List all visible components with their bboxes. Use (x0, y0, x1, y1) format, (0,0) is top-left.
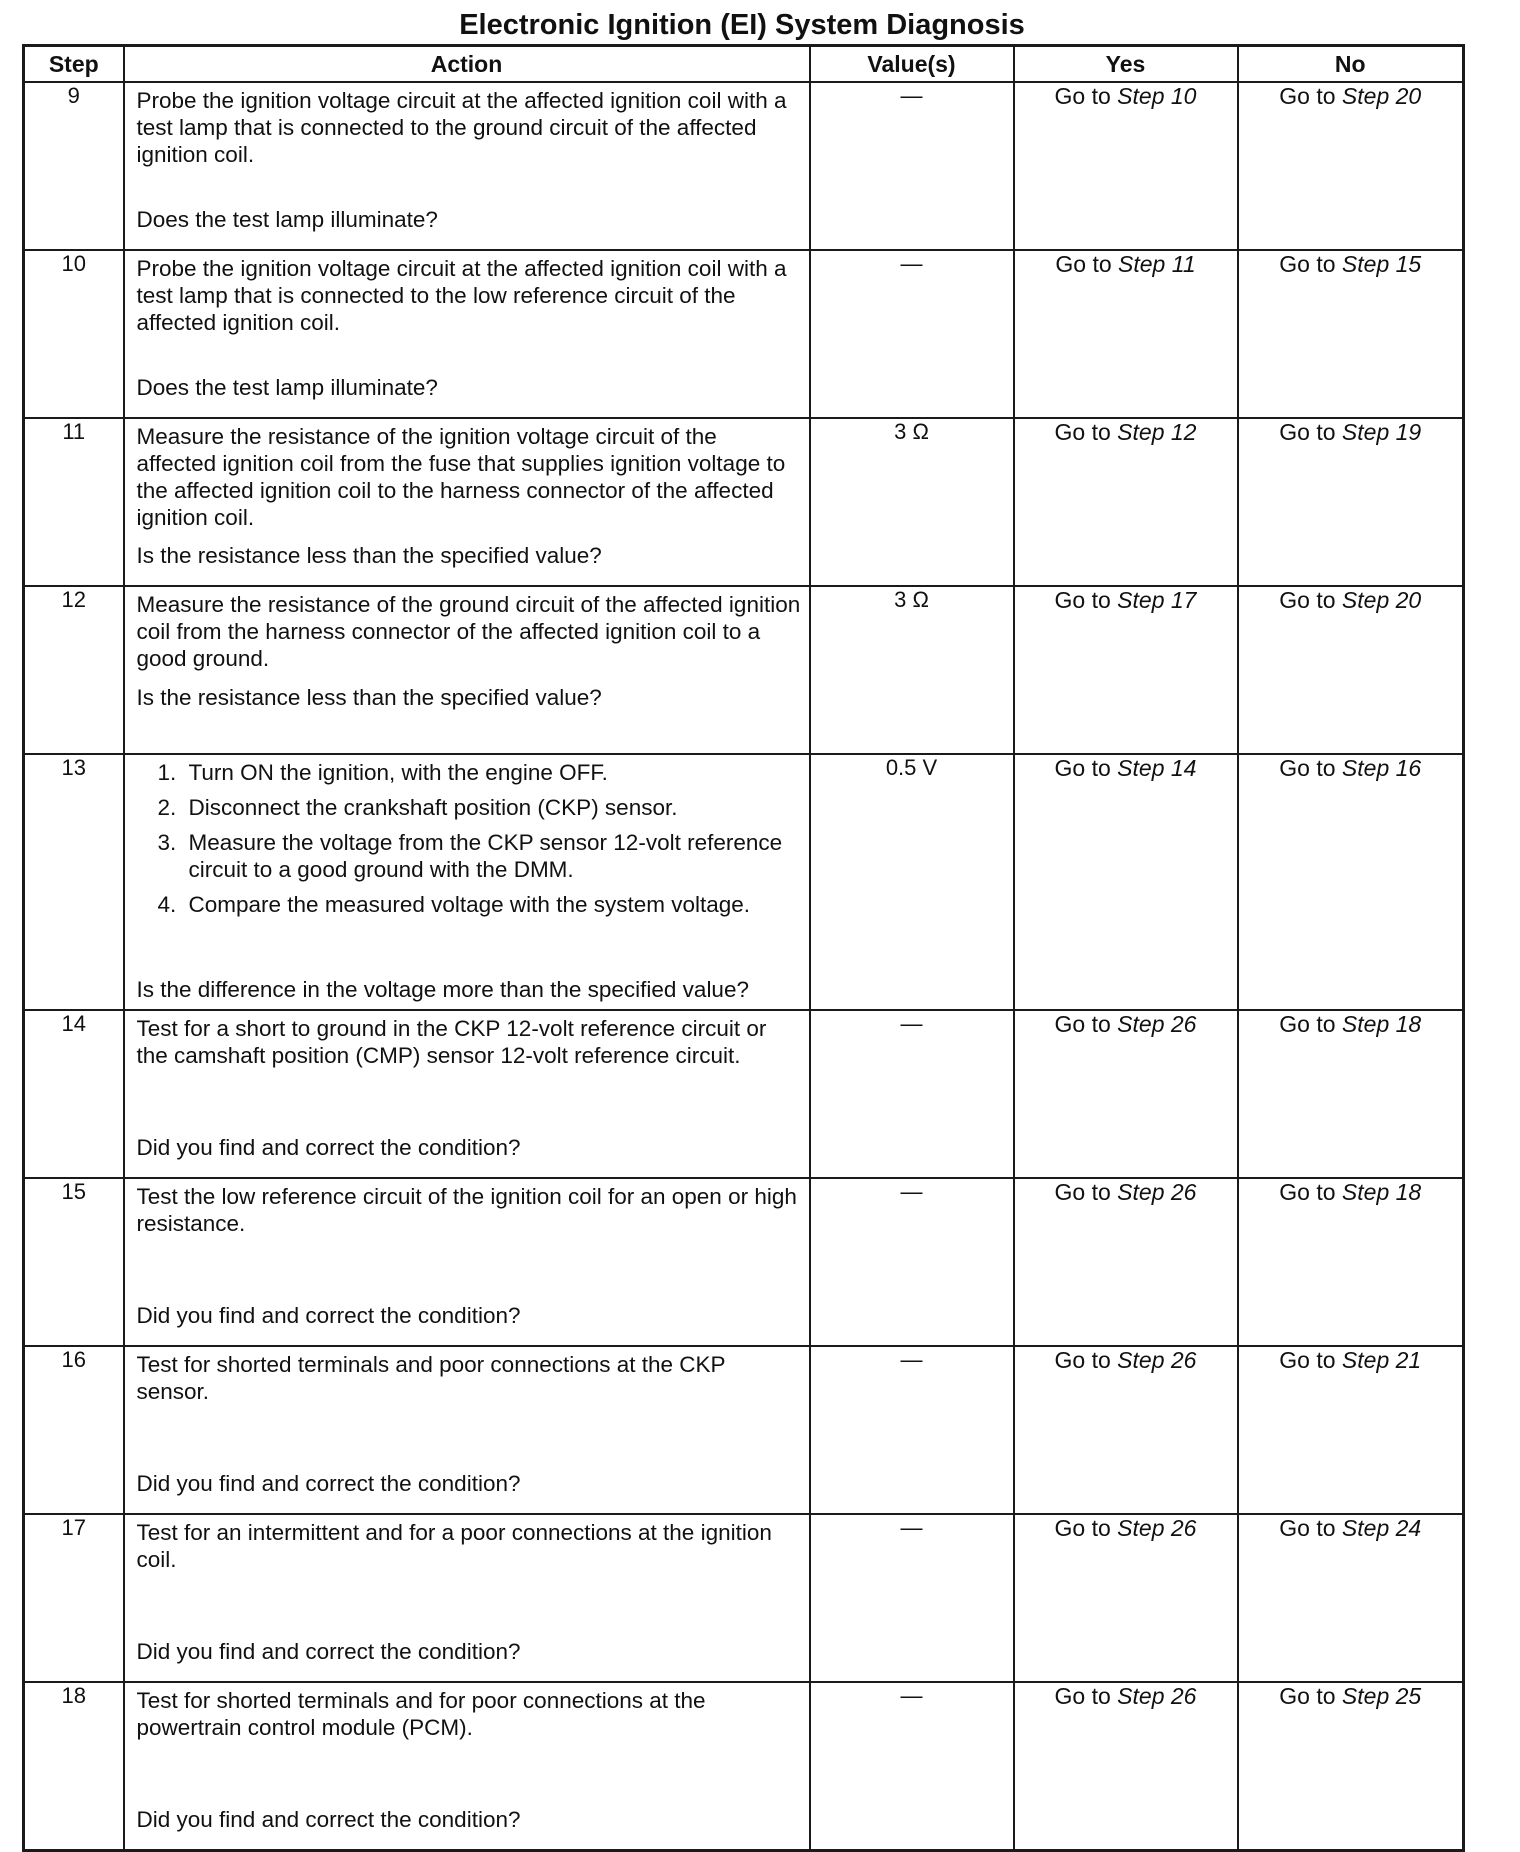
action-cell (124, 82, 810, 250)
goto-prefix: Go to (1279, 587, 1336, 613)
action-cell (124, 1682, 810, 1851)
yes-cell (1014, 754, 1238, 1010)
value-cell: — (810, 1178, 1014, 1346)
goto-prefix: Go to (1054, 755, 1111, 781)
action-cell (124, 1514, 810, 1682)
table-header-row (24, 46, 1464, 83)
no-cell (1238, 250, 1464, 418)
no-cell (1238, 1178, 1464, 1346)
yes-cell (1014, 1514, 1238, 1682)
action-instruction: Probe the ignition voltage circuit at the affected ignition coil with a test lamp that is connected to the low reference circuit of the affected ignition coil. (136, 256, 787, 335)
goto-prefix: Go to (1054, 587, 1111, 613)
substep: 2. Disconnect the crankshaft position (CKP) sensor. (183, 794, 801, 821)
goto-prefix: Go to (1279, 755, 1336, 781)
step-number: 10 (24, 250, 124, 418)
no-target-step[interactable]: Step 18 (1341, 1179, 1422, 1205)
yes-target-step[interactable]: Step 26 (1117, 1347, 1197, 1373)
value-cell: — (810, 250, 1014, 418)
action-cell (124, 1346, 810, 1514)
action-instruction: Measure the resistance of the ignition voltage circuit of the affected ignition coil from the fuse that supplies ignition voltage to the affected ignition coil to the harness connector of the affected ignition coil. (136, 424, 786, 530)
action-instruction: Probe the ignition voltage circuit at the affected ignition coil with a test lamp that is connected to the ground circuit of the affected ignition coil. (136, 88, 787, 167)
goto-prefix: Go to (1054, 1683, 1111, 1709)
table-row (24, 1514, 1464, 1682)
yes-cell (1014, 586, 1238, 754)
action-question: Did you find and correct the condition? (136, 1639, 521, 1664)
value-cell: 3 Ω (810, 418, 1014, 586)
no-target-step[interactable]: Step 25 (1341, 1683, 1422, 1709)
substep: 1. Turn ON the ignition, with the engine OFF. (183, 759, 801, 786)
goto-prefix: Go to (1054, 83, 1111, 109)
goto-prefix: Go to (1054, 1515, 1111, 1541)
diagnosis-table (22, 44, 1465, 1852)
action-question: Does the test lamp illuminate? (136, 375, 438, 400)
goto-prefix: Go to (1054, 1347, 1111, 1373)
goto-prefix: Go to (1279, 419, 1336, 445)
yes-target-step[interactable]: Step 10 (1117, 83, 1197, 109)
yes-target-step[interactable]: Step 26 (1117, 1011, 1197, 1037)
no-cell (1238, 418, 1464, 586)
header-no: No (1238, 46, 1464, 83)
no-target-step[interactable]: Step 21 (1341, 1347, 1422, 1373)
action-question: Did you find and correct the condition? (136, 1471, 521, 1496)
goto-prefix: Go to (1279, 1179, 1336, 1205)
no-target-step[interactable]: Step 16 (1341, 755, 1422, 781)
yes-target-step[interactable]: Step 26 (1117, 1683, 1197, 1709)
no-target-step[interactable]: Step 18 (1341, 1011, 1422, 1037)
step-number: 14 (24, 1010, 124, 1178)
table-row (24, 754, 1464, 1010)
no-target-step[interactable]: Step 20 (1341, 83, 1422, 109)
page-title: Electronic Ignition (EI) System Diagnosis (459, 9, 1025, 41)
action-cell (124, 418, 810, 586)
no-cell (1238, 1010, 1464, 1178)
action-cell (124, 586, 810, 754)
action-question: Did you find and correct the condition? (136, 1135, 521, 1160)
yes-cell (1014, 1346, 1238, 1514)
action-instruction: Test for shorted terminals and poor connections at the CKP sensor. (136, 1352, 726, 1404)
goto-prefix: Go to (1279, 1347, 1336, 1373)
substep: 4. Compare the measured voltage with the system voltage. (183, 891, 801, 918)
yes-target-step[interactable]: Step 14 (1117, 755, 1197, 781)
action-instruction: Test for a short to ground in the CKP 12-volt reference circuit or the camshaft position (CMP) sensor 12-volt reference circuit. (136, 1016, 767, 1068)
yes-cell (1014, 1178, 1238, 1346)
no-target-step[interactable]: Step 20 (1341, 587, 1422, 613)
goto-prefix: Go to (1279, 251, 1336, 277)
table-row (24, 1178, 1464, 1346)
yes-target-step[interactable]: Step 26 (1117, 1515, 1197, 1541)
step-number: 13 (24, 754, 124, 1010)
no-cell (1238, 1682, 1464, 1851)
no-cell (1238, 1346, 1464, 1514)
action-substeps (137, 759, 801, 918)
table-row (24, 1682, 1464, 1851)
goto-prefix: Go to (1279, 1011, 1336, 1037)
value-cell: — (810, 1010, 1014, 1178)
yes-target-step[interactable]: Step 26 (1117, 1179, 1197, 1205)
no-cell (1238, 1514, 1464, 1682)
action-question: Is the resistance less than the specified value? (136, 543, 602, 568)
action-question: Is the resistance less than the specified value? (136, 685, 602, 710)
yes-target-step[interactable]: Step 11 (1118, 251, 1196, 277)
action-question: Does the test lamp illuminate? (136, 207, 438, 232)
value-cell: 3 Ω (810, 586, 1014, 754)
goto-prefix: Go to (1279, 1683, 1336, 1709)
yes-cell (1014, 1682, 1238, 1851)
value-cell: 0.5 V (810, 754, 1014, 1010)
action-cell (124, 1178, 810, 1346)
goto-prefix: Go to (1055, 251, 1112, 277)
step-number: 18 (24, 1682, 124, 1851)
value-cell: — (810, 1514, 1014, 1682)
yes-cell (1014, 250, 1238, 418)
table-row (24, 1346, 1464, 1514)
table-row (24, 250, 1464, 418)
table-row (24, 418, 1464, 586)
step-number: 15 (24, 1178, 124, 1346)
yes-cell (1014, 1010, 1238, 1178)
header-yes: Yes (1014, 46, 1238, 83)
action-question: Is the difference in the voltage more than the specified value? (136, 977, 749, 1002)
step-number: 12 (24, 586, 124, 754)
substep: 3. Measure the voltage from the CKP sensor 12-volt reference circuit to a good ground with the DMM. (183, 829, 801, 883)
action-cell (124, 1010, 810, 1178)
no-target-step[interactable]: Step 19 (1341, 419, 1422, 445)
no-cell (1238, 82, 1464, 250)
action-instruction: Test for an intermittent and for a poor connections at the ignition coil. (136, 1520, 772, 1572)
action-instruction: Measure the resistance of the ground circuit of the affected ignition coil from the harness connector of the affected ignition coil to a good ground. (136, 592, 801, 671)
goto-prefix: Go to (1279, 1515, 1336, 1541)
step-number: 17 (24, 1514, 124, 1682)
yes-target-step[interactable]: Step 12 (1117, 419, 1197, 445)
table-row (24, 1010, 1464, 1178)
table-row (24, 82, 1464, 250)
action-cell (124, 250, 810, 418)
goto-prefix: Go to (1279, 83, 1336, 109)
no-target-step[interactable]: Step 15 (1341, 251, 1422, 277)
action-question: Did you find and correct the condition? (136, 1807, 521, 1832)
goto-prefix: Go to (1054, 1179, 1111, 1205)
step-number: 9 (24, 82, 124, 250)
goto-prefix: Go to (1054, 1011, 1111, 1037)
goto-prefix: Go to (1054, 419, 1111, 445)
table-row (24, 586, 1464, 754)
action-cell (124, 754, 810, 1010)
yes-cell (1014, 418, 1238, 586)
no-cell (1238, 754, 1464, 1010)
action-question: Did you find and correct the condition? (136, 1303, 521, 1328)
value-cell: — (810, 82, 1014, 250)
action-instruction: Test the low reference circuit of the ignition coil for an open or high resistance. (136, 1184, 797, 1236)
header-values: Value(s) (810, 46, 1014, 83)
yes-target-step[interactable]: Step 17 (1117, 587, 1197, 613)
header-step: Step (24, 46, 124, 83)
value-cell: — (810, 1682, 1014, 1851)
no-target-step[interactable]: Step 24 (1341, 1515, 1422, 1541)
yes-cell (1014, 82, 1238, 250)
action-instruction: Test for shorted terminals and for poor connections at the powertrain control module (PCM). (136, 1688, 706, 1740)
step-number: 11 (24, 418, 124, 586)
no-cell (1238, 586, 1464, 754)
value-cell: — (810, 1346, 1014, 1514)
header-action: Action (124, 46, 810, 83)
step-number: 16 (24, 1346, 124, 1514)
